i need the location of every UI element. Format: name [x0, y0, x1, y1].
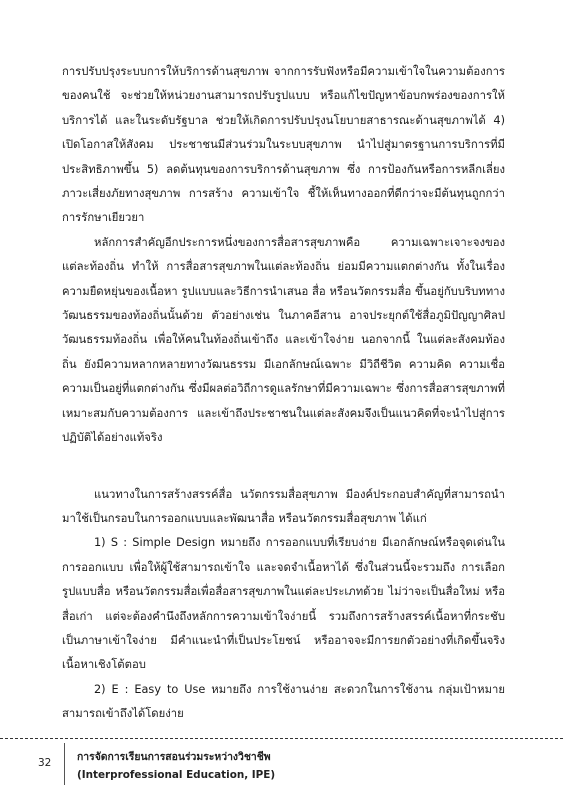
paragraph-local-specificity: หลักการสำคัญอีกประการหนึ่งของการสื่อสารสุขภาพคือ ความเฉพาะเจาะจงของแต่ละท้องถิ่น ทำให้ การสื่อสารสุขภาพในแต่ละท้องถิ่น ย่อมมีความแตกต่างกัน ทั้งในเรื่องความยืดหยุ่นของเนื้อหา รูปแบบและวิธีการนำเสนอ สื่อ หรือนวัตกรรมสื่อ ขึ้นอยู่กับบริบททางวัฒนธรรมของท้องถิ่นนั้นด้วย ตัวอย่างเช่น ในภาคอีสาน อาจประยุกต์ใช้สื่อภูมิปัญญาศิลปวัฒนธรรมท้องถิ่น เพื่อให้คนในท้องถิ่นเข้าถึง และเข้าใจง่าย นอกจากนี้ ในแต่ละสังคมท้องถิ่น ยังมีความหลากหลายทางวัฒนธรรม มีเอกลักษณ์เฉพาะ มีวิถีชีวิต ความคิด ความเชื่อ ความเป็นอยู่ที่แตกต่างกัน ซึ่งมีผลต่อวิถีการดูแลรักษาที่มีความเฉพาะ ซึ่งการสื่อสารสุขภาพที่เหมาะสมกับความต้องการ และเข้าถึงประชาชนในแต่ละสังคมจึงเป็นแนวคิดที่จะนำไปสู่การปฏิบัติได้อย่างแท้จริง — [62, 235, 505, 445]
paragraph-simple-design: 1) S : Simple Design หมายถึง การออกแบบที่เรียบง่าย มีเอกลักษณ์หรือจุดเด่นในการออกแบบ เพื่อให้ผู้ใช้สามารถเข้าใจ และจดจำเนื้อหาได้ ซึ่งในส่วนนี้จะรวมถึง การเลือกรูปแบบสื่อ หรือนวัตกรรมสื่อเพื่อสื่อสารสุขภาพในแต่ละประเภทด้วย ไม่ว่าจะเป็นสื่อใหม่ หรือสื่อเก่า แต่จะต้องคำนึงถึงหลักการความเข้าใจง่ายนี้ รวมถึงการสร้างสรรค์เนื้อหาที่กระชับ เป็นภาษาเข้าใจง่าย มีคำแนะนำที่เป็นประโยชน์ หรืออาจจะมีการยกตัวอย่างที่เกิดขึ้นจริง เนื้อหาเชิงโต้ตอบ — [62, 536, 505, 672]
paragraph-gap — [62, 451, 505, 483]
paragraph-creative-guidelines: แนวทางในการสร้างสรรค์สื่อ นวัตกรรมสื่อสุขภาพ มีองค์ประกอบสำคัญที่สามารถนำมาใช้เป็นกรอบในการออกแบบและพัฒนาสื่อ หรือนวัตกรรมสื่อสุขภาพ ได้แก่ — [62, 487, 505, 525]
footer-book-title: การจัดการเรียนการสอนร่วมระหว่างวิชาชีพ — [77, 751, 271, 763]
footer-divider — [0, 738, 563, 739]
body-text — [62, 60, 505, 727]
page-number: 32 — [38, 757, 52, 769]
paragraph-health-service-improvement: การปรับปรุงระบบการให้บริการด้านสุขภาพ จากการรับฟังหรือมีความเข้าใจในความต้องการของคนใช้ จะช่วยให้หน่วยงานสามารถปรับรูปแบบ หรือแก้ไขปัญหาข้อบกพร่องของการให้บริการได้ และในระดับรัฐบาล ช่วยให้เกิดการปรับปรุงนโยบายสาธารณะด้านสุขภาพได้ 4) เปิดโอกาสให้สังคม ประชาชนมีส่วนร่วมในระบบสุขภาพ นำไปสู่มาตรฐานการบริการที่มีประสิทธิภาพขึ้น 5) ลดต้นทุนของการบริการด้านสุขภาพ ซึ่ง การป้องกันหรือการหลีกเลี่ยงภาวะเสี่ยงภัยทางสุขภาพ การสร้าง ความเข้าใจ ชี้ให้เห็นทางออกที่ดีกว่าจะมีต้นทุนถูกกว่าการรักษาเยียวยา — [62, 65, 505, 225]
paragraph-easy-to-use: 2) E : Easy to Use หมายถึง การใช้งานง่าย สะดวกในการใช้งาน กลุ่มเป้าหมายสามารถเข้าถึงได้โดยง่าย — [62, 682, 505, 721]
footer-book-subtitle: (Interprofessional Education, IPE) — [77, 769, 276, 781]
